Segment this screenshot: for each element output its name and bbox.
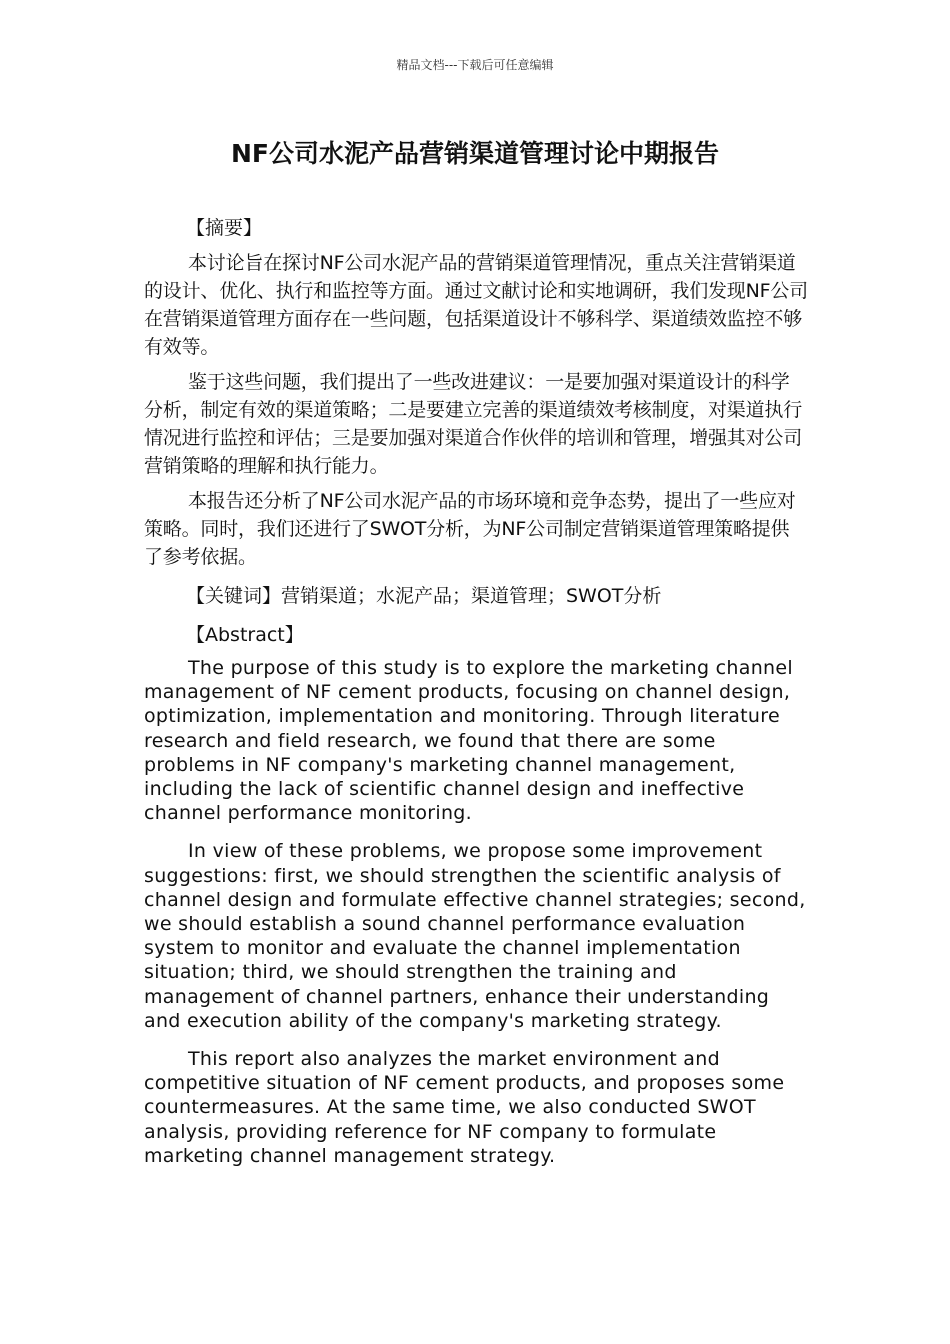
abstract-en-label: 【Abstract】: [186, 624, 304, 646]
abstract-en-paragraph-3: This report also analyzes the market environment and competitive situation of NF cement products, and proposes some countermeasures. At the same time, we also conducted SWOT analysis, providing reference for NF company to formulate marketing channel management strategy.: [144, 1048, 785, 1167]
keywords-line: 【关键词】营销渠道；水泥产品；渠道管理；SWOT分析: [186, 585, 662, 607]
abstract-cn-paragraph-3: 本报告还分析了NF公司水泥产品的市场环境和竞争态势，提出了一些应对策略。同时，我们还进行了SWOT分析，为NF公司制定营销渠道管理策略提供了参考依据。: [144, 490, 796, 568]
abstract-en-paragraph-2: In view of these problems, we propose some improvement suggestions: first, we should strengthen the scientific analysis of channel design and formulate effective channel strategies; second, we should establish a sound channel performance evaluation system to monitor and evaluate the channel implementation situation; third, we should strengthen the training and management of channel partners, enhance their understanding and execution ability of the company's marketing strategy.: [144, 840, 806, 1032]
document-title: NF公司水泥产品营销渠道管理讨论中期报告: [230, 139, 719, 168]
abstract-cn-paragraph-1: 本讨论旨在探讨NF公司水泥产品的营销渠道管理情况，重点关注营销渠道的设计、优化、执行和监控等方面。通过文献讨论和实地调研，我们发现NF公司在营销渠道管理方面存在一些问题，包括渠道设计不够科学、渠道绩效监控不够有效等。: [144, 252, 808, 358]
abstract-cn-paragraph-2: 鉴于这些问题，我们提出了一些改进建议：一是要加强对渠道设计的科学分析，制定有效的渠道策略；二是要建立完善的渠道绩效考核制度，对渠道执行情况进行监控和评估；三是要加强对渠道合作伙伴的培训和管理，增强其对公司营销策略的理解和执行能力。: [144, 371, 803, 477]
abstract-en-paragraph-1: The purpose of this study is to explore the marketing channel management of NF cement products, focusing on channel design, optimization, implementation and monitoring. Through literature research and field research, we found that there are some problems in NF company's marketing channel management, including the lack of scientific channel design and ineffective channel performance monitoring.: [144, 657, 793, 825]
document-body: [144, 214, 808, 1168]
page-header: 精品文档---下载后可任意编辑: [396, 58, 554, 72]
abstract-cn-label: 【摘要】: [186, 217, 263, 239]
